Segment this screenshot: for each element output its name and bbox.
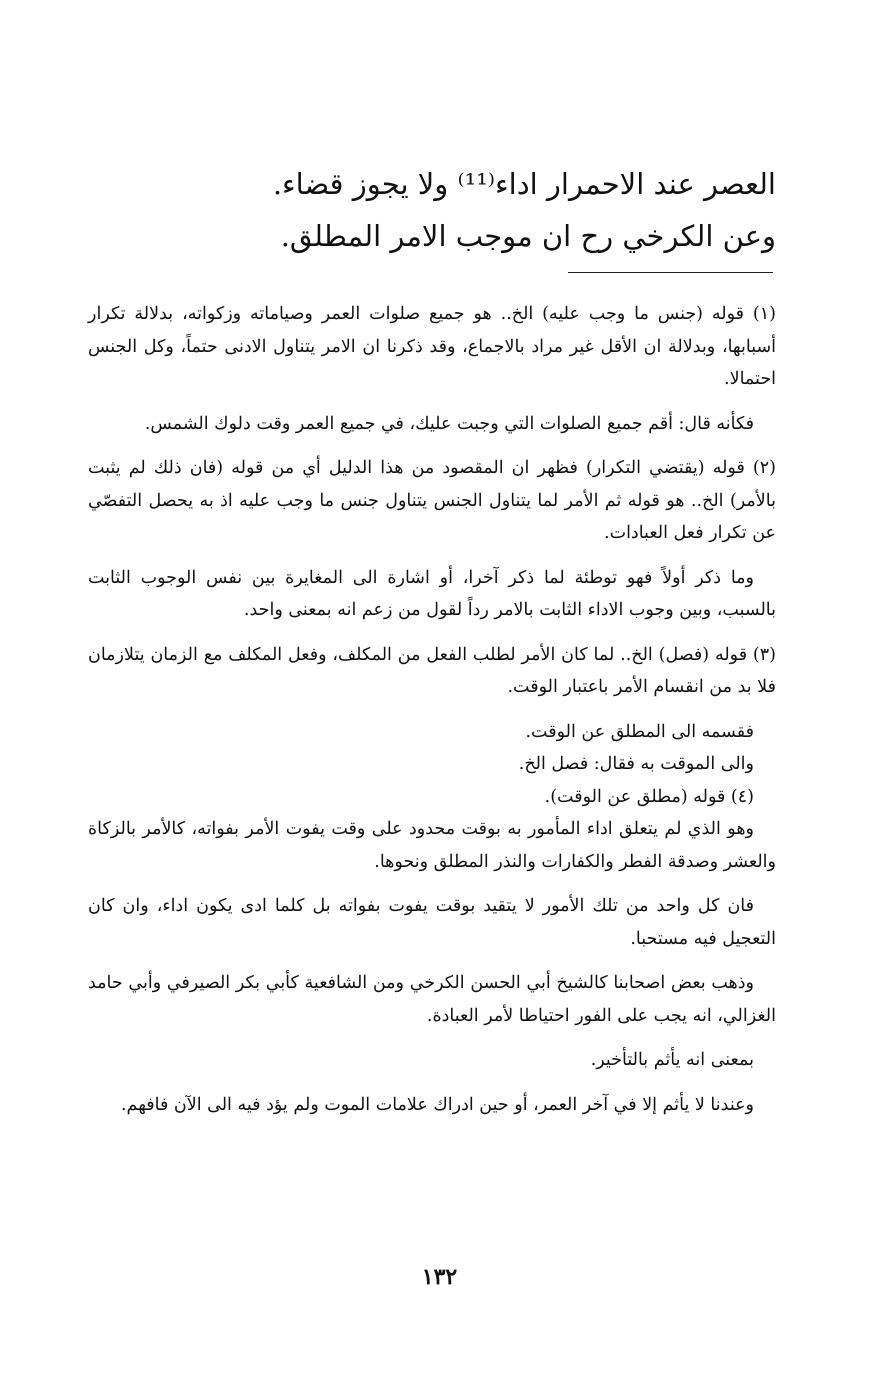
footnote-4-paragraph-1: (٤) قوله (مطلق عن الوقت).	[544, 786, 754, 807]
footnote-4-paragraph-5: بمعنى انه يأثم بالتأخير.	[590, 1050, 754, 1070]
footnote-4-paragraph-2: وهو الذي لم يتعلق اداء المأمور به بوقت محدود على وقت يفوت الأمر بفواته، كالأمر بالزكاة والعشر وصدقة الفطر والكفارات والنذر المطلق ونحوها.	[88, 819, 776, 872]
footnote-4-paragraph-6: وعندنا لا يأثم إلا في آخر العمر، أو حين ادراك علامات الموت ولم يؤد فيه الى الآن فافهم.	[120, 1094, 754, 1115]
footnote-2-paragraph-2: وما ذكر أولاً فهو توطئة لما ذكر آخرا، أو اشارة الى المغايرة بين نفس الوجوب الثابت بالسبب، وبين وجوب الاداء الثابت بالامر رداً لقول من زعم انه بمعنى واحد.	[88, 567, 776, 620]
footnote-1-paragraph-2: فكأنه قال: أقم جميع الصلوات التي وجبت عليك، في جميع العمر وقت دلوك الشمس.	[144, 413, 754, 434]
footnote-3-paragraph-2: فقسمه الى المطلق عن الوقت.	[525, 721, 754, 742]
footnote-2-paragraph-1: (٢) قوله (يقتضي التكرار) فظهر ان المقصود من هذا الدليل أي من قوله (فان ذلك لم يثبت بالأمر) الخ.. هو قوله ثم الأمر لما يتناول الجنس يتناول جنس ما وجب عليه اذ به يحصل التفصّي عن تكرار فعل العبادات.	[88, 458, 776, 543]
page-number: ١٣٢	[421, 1264, 458, 1290]
main-text-line-2: وعن الكرخي رح ان موجب الامر المطلق.	[280, 219, 776, 253]
footnote-3-paragraph-3: والى الموقت به فقال: فصل الخ.	[518, 754, 754, 774]
footnote-4-paragraph-4: وذهب بعض اصحابنا كالشيخ أبي الحسن الكرخي ومن الشافعية كأبي بكر الصيرفي وأبي حامد الغزالي، انه يجب على الفور احتياطا لأمر العبادة.	[88, 973, 776, 1026]
footnote-1-paragraph-1: (١) قوله (جنس ما وجب عليه) الخ.. هو جميع صلوات العمر وصياماته وزكواته، بدلالة تكرار أسبابها، وبدلالة ان الأقل غير مراد بالاجماع، وقد ذكرنا ان الامر يتناول الادنى حتماً، وكل الجنس احتمالا.	[88, 304, 776, 389]
main-text-block	[256, 158, 776, 262]
footnotes-section	[88, 298, 776, 1133]
main-text-line-1: العصر عند الاحمرار اداء⁽¹¹⁾ ولا يجوز قضاء.	[272, 167, 776, 201]
footnote-separator-rule	[568, 272, 773, 273]
footnote-4-paragraph-3: فان كل واحد من تلك الأمور لا يتقيد بوقت يفوت بفواته بل كلما ادى يكون اداء، وان كان التعجيل فيه مستحبا.	[88, 896, 776, 949]
footnote-3-paragraph-1: (٣) قوله (فصل) الخ.. لما كان الأمر لطلب الفعل من المكلف، وفعل المكلف مع الزمان يتلازمان فلا بد من انقسام الأمر باعتبار الوقت.	[88, 644, 776, 697]
